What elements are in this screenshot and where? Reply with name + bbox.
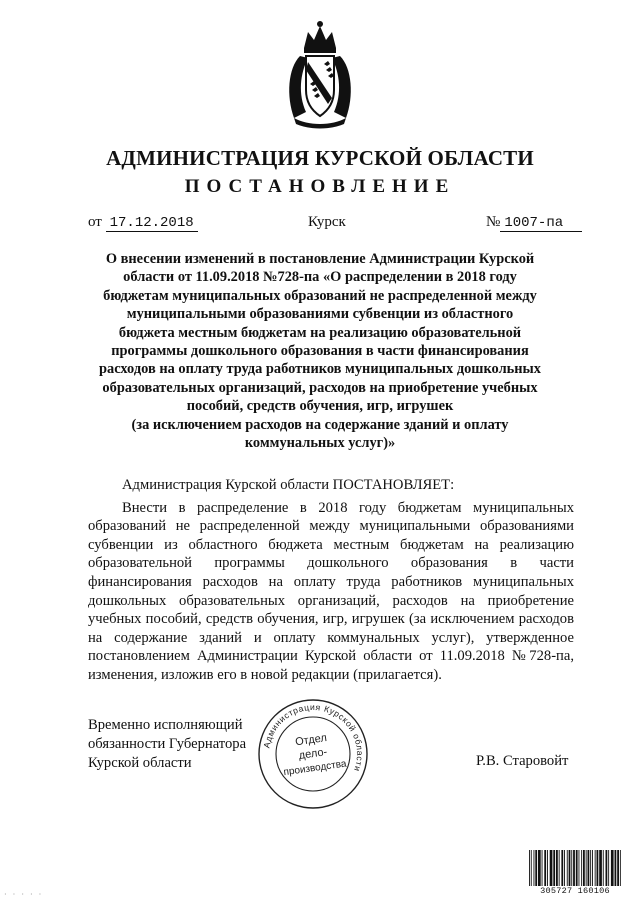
barcode-bar [544,850,546,886]
office-stamp [256,697,370,811]
barcode-bar [531,850,532,886]
subject-line: бюджета местным бюджетам на реализацию образовательной [118,324,522,341]
barcode-bar [617,850,619,886]
barcode-bar [567,850,568,886]
scan-artifact-dots: · · · · · [4,890,44,899]
document-type: ПОСТАНОВЛЕНИЕ [184,176,456,197]
barcode-bar [620,850,621,886]
stamp-center-line: производства [282,758,348,779]
barcode-bars [528,850,622,886]
stamp-center-line: дело- [298,746,328,762]
barcode-bar [588,850,590,886]
date-prefix: от [88,214,102,230]
agency-name: АДМИНИСТРАЦИЯ КУРСКОЙ ОБЛАСТИ [106,146,534,170]
barcode-bar [569,850,571,886]
document-number [486,214,582,232]
document-body [88,476,574,685]
number-value: 1007-па [500,215,582,232]
stamp-center-line: Отдел [294,731,328,749]
resolution-intro: Администрация Курской области ПОСТАНОВЛЯЕТ: [122,477,455,493]
barcode [528,850,622,900]
subject-line: программы дошкольного образования в части финансирования [111,343,529,360]
number-prefix: № [486,214,501,230]
barcode-bar [586,850,587,886]
date-value: 17.12.2018 [106,215,198,232]
subject-line: пособий, средств обучения, игр, игрушек [186,398,454,415]
subject-line: бюджетам муниципальных образований не распределенной между [103,287,537,304]
barcode-bar [608,850,609,886]
subject-line: коммунальных услуг)» [244,435,396,452]
document-date [88,214,198,232]
barcode-bar [538,850,541,886]
document-city: Курск [308,214,346,230]
resolution-paragraph: Внести в распределение в 2018 году бюджетам муниципальных образований не распределенной между муниципальными образованиями субвенции из областного бюджета местным бюджетам на реализацию образовательной программы дошкольного образования в части финансирования расходов на оплату труда работников муниципальных дошкольных образовательных организаций, расходов на приобретение учебных пособий, средств обучения, игр, игрушек (за исключением расходов на содержание зданий и оплату коммунальных услуг), утвержденное постановлением Администрации Курской области от 11.09.2018 №728-па, изменения, изложив его в новой редакции (прилагается). [88,499,574,683]
subject-line: области от 11.09.2018 №728-па «О распределении в 2018 году [123,269,517,286]
subject-line: образовательных организаций, расходов на приобретение учебных [102,379,538,396]
barcode-bar [561,850,563,886]
barcode-bar [611,850,614,886]
coat-of-arms-icon [284,18,356,130]
barcode-bar [547,850,548,886]
document-subject [86,250,554,452]
signer-position-line: обязанности Губернатора [88,736,247,752]
barcode-bar [583,850,585,886]
subject-line: О внесении изменений в постановление Администрации Курской [105,251,535,267]
barcode-bar [571,850,572,886]
barcode-bar [576,850,578,886]
signer-position-line: Временно исполняющий [88,717,243,733]
signer-position-line: Курской области [88,755,192,771]
barcode-bar [599,850,602,886]
barcode-bar [603,850,604,886]
barcode-bar [559,850,560,886]
stamp-ring-text: Администрация Курской области [261,701,366,774]
barcode-bar [592,850,593,886]
subject-line: (за исключением расходов на содержание зданий и оплату [131,416,509,433]
barcode-bar [595,850,596,886]
barcode-bar [535,850,537,886]
barcode-bar [553,850,555,886]
barcode-bar [564,850,565,886]
barcode-bar [579,850,580,886]
barcode-bar [581,850,582,886]
barcode-bar [556,850,558,886]
barcode-bar [590,850,591,886]
signer-name: Р.В. Старовойт [476,753,569,769]
barcode-number: 305727 160106 [540,886,610,896]
barcode-bar [542,850,543,886]
barcode-bar [529,850,530,886]
subject-line: расходов на оплату труда работников муниципальных дошкольных [99,361,541,378]
barcode-bar [573,850,575,886]
barcode-bar [597,850,599,886]
barcode-bar [606,850,608,886]
barcode-bar [615,850,617,886]
barcode-bar [534,850,535,886]
subject-line: муниципальными образованиями субвенции из областного [126,306,514,323]
barcode-bar [550,850,553,886]
